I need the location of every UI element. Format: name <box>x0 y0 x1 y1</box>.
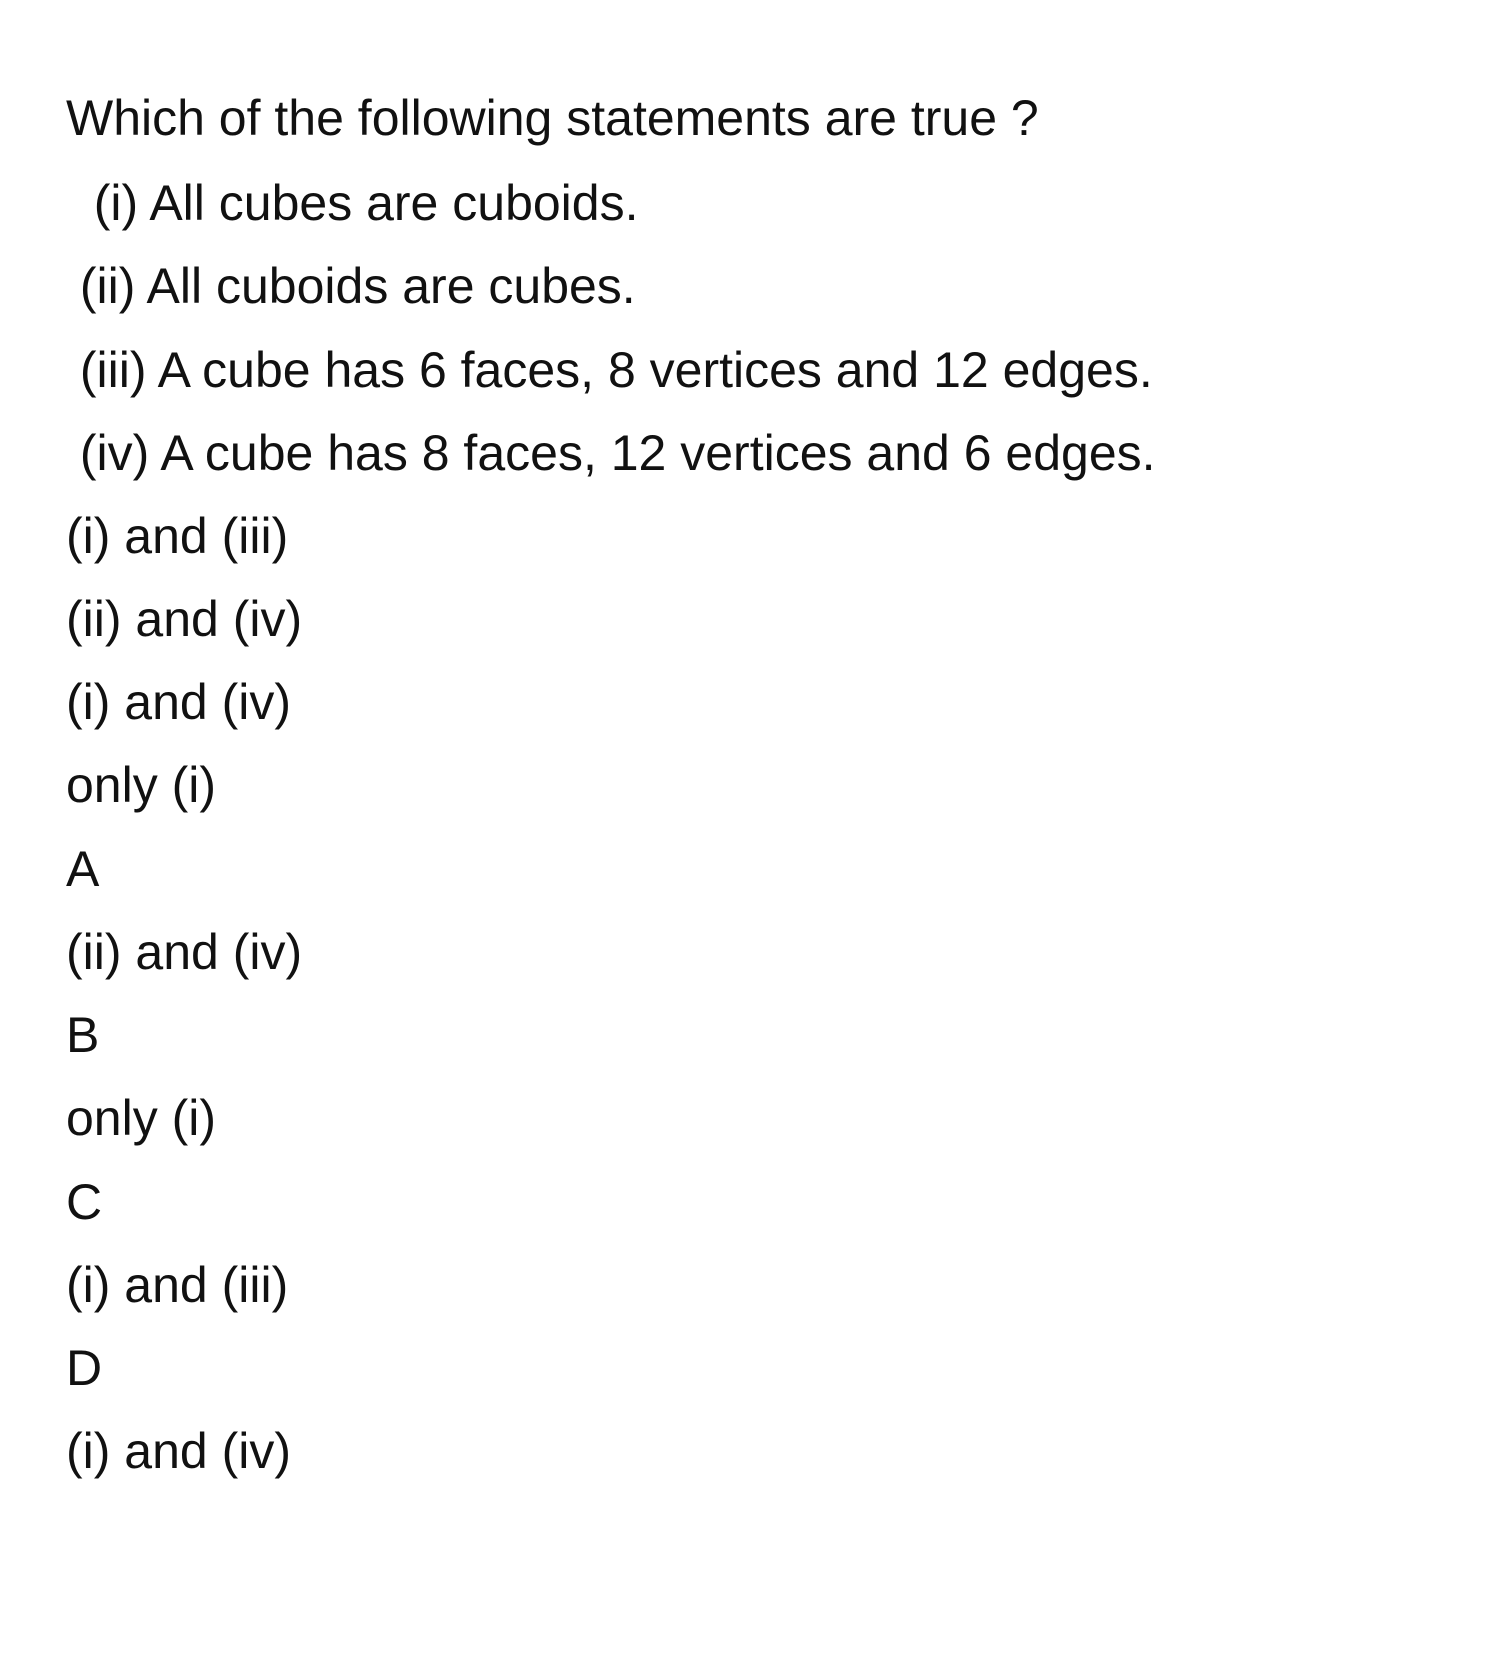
choice-b-letter[interactable]: B <box>66 1007 100 1063</box>
statement-iv: (iv) A cube has 8 faces, 12 vertices and 6 edges. <box>66 425 1156 481</box>
question-prompt: Which of the following statements are true ? <box>66 90 1039 146</box>
statement-iii: (iii) A cube has 6 faces, 8 vertices and 12 edges. <box>66 342 1153 398</box>
choice-b-text[interactable]: only (i) <box>66 1090 217 1146</box>
option-list-item: only (i) <box>66 757 217 813</box>
choice-a-text[interactable]: (ii) and (iv) <box>66 924 303 980</box>
option-list-item: (ii) and (iv) <box>66 591 303 647</box>
choice-c-letter[interactable]: C <box>66 1174 103 1230</box>
choice-d-text[interactable]: (i) and (iv) <box>66 1423 292 1479</box>
statement-ii: (ii) All cuboids are cubes. <box>66 258 636 314</box>
statement-i: (i) All cubes are cuboids. <box>66 175 639 231</box>
choice-d-letter[interactable]: D <box>66 1340 103 1396</box>
option-list-item: (i) and (iii) <box>66 508 289 564</box>
choice-a-letter[interactable]: A <box>66 841 100 897</box>
choice-c-text[interactable]: (i) and (iii) <box>66 1257 289 1313</box>
option-list-item: (i) and (iv) <box>66 674 292 730</box>
